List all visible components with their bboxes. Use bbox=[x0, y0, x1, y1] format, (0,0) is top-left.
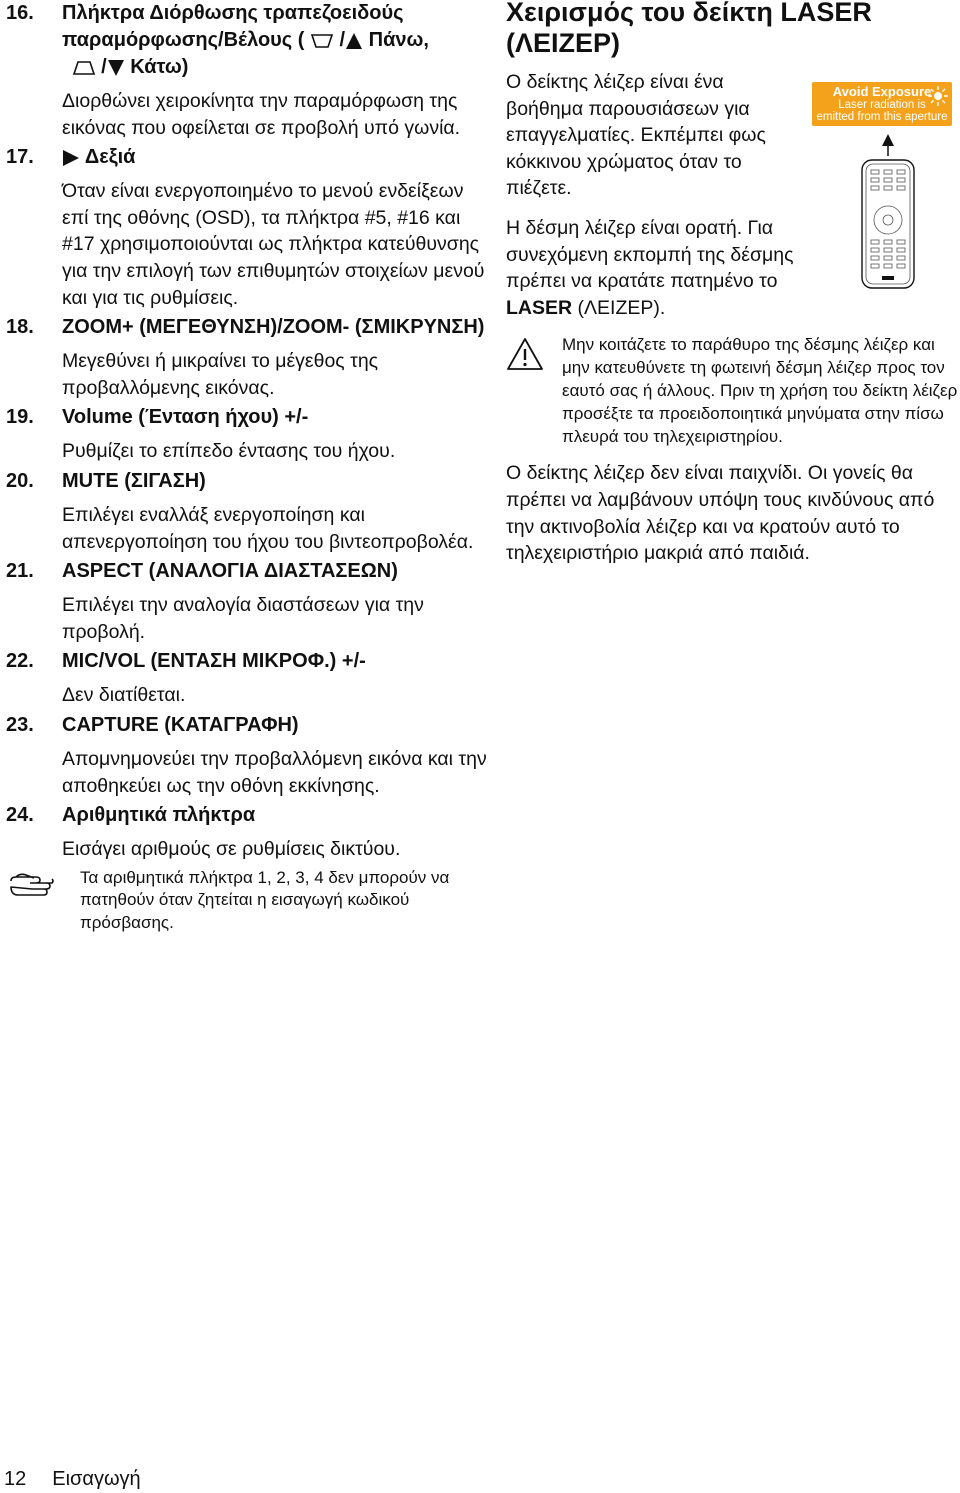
item-number: 16. bbox=[6, 2, 34, 24]
item-number: 17. bbox=[6, 146, 34, 169]
item-title: Πλήκτρα Διόρθωσης τραπεζοειδούς παραμόρφωσης/Βέλους ( / Πάνω, / Κάτω) bbox=[62, 2, 429, 78]
pointing-hand-icon bbox=[8, 869, 56, 899]
item-number: 24. bbox=[6, 804, 34, 827]
badge-line-1: Avoid Exposure bbox=[832, 84, 932, 99]
item-number: 23. bbox=[6, 713, 34, 736]
item-24 bbox=[0, 802, 495, 863]
item-21 bbox=[0, 558, 495, 645]
item-body: Απομνημονεύει την προβαλλόμενη εικόνα και την αποθηκεύει ως την οθόνη εκκίνησης. bbox=[62, 747, 487, 797]
note: Τα αριθμητικά πλήκτρα 1, 2, 3, 4 δεν μπορούν να πατηθούν όταν ζητείται η εισαγωγή κωδικού πρόσβασης. bbox=[0, 867, 495, 935]
item-body: Δεν διατίθεται. bbox=[62, 684, 186, 707]
item-16 bbox=[0, 0, 495, 141]
laser-warning: Μην κοιτάζετε το παράθυρο της δέσμης λέιζερ και μην κατευθύνετε τη φωτεινή δέσμη λέιζερ προς τον εαυτό σας ή άλλους. Πριν τη χρήση του δείκτη λέιζερ προσέξτε τα προειδοποιητικά μηνύματα στην πίσω πλευρά του τηλεχειριστηρίου. bbox=[506, 333, 960, 448]
item-number: 21. bbox=[6, 560, 34, 583]
item-title: CAPTURE (ΚΑΤΑΓΡΑΦΗ) bbox=[62, 713, 299, 736]
item-number: 22. bbox=[6, 650, 34, 673]
item-22 bbox=[0, 648, 495, 709]
badge-line-3: emitted from this aperture bbox=[816, 111, 948, 123]
badge-line-2: Laser radiation is bbox=[838, 99, 926, 111]
keystone-up-icon bbox=[310, 32, 334, 50]
paragraph-2: Η δέσμη λέιζερ είναι ορατή. Για συνεχόμενη εκπομπή της δέσμης πρέπει να κρατάτε πατημένο το LASER (ΛΕΙΖΕΡ). bbox=[506, 216, 794, 319]
avoid-exposure-label bbox=[812, 82, 952, 126]
item-body: Διορθώνει χειροκίνητα την παραμόρφωση της εικόνας που οφείλεται σε προβολή υπό γωνία. bbox=[62, 90, 461, 139]
item-body: Επιλέγει εναλλάξ ενεργοποίηση και απενεργοποίηση του ήχου του βιντεοπροβολέα. bbox=[62, 503, 474, 553]
item-title: ZOOM+ (ΜΕΓΕΘΥΝΣΗ)/ZOOM- (ΣΜΙΚΡΥΝΣΗ) bbox=[62, 316, 485, 339]
item-title: MUTE (ΣΙΓΑΣΗ) bbox=[62, 469, 206, 492]
triangle-right-icon bbox=[62, 149, 80, 167]
item-title: Αριθμητικά πλήκτρα bbox=[62, 804, 256, 827]
laser-starburst-icon bbox=[928, 86, 948, 106]
triangle-up-icon bbox=[345, 32, 363, 50]
item-body: Επιλέγει την αναλογία διαστάσεων για την προβολή. bbox=[62, 594, 424, 643]
item-number: 18. bbox=[6, 316, 34, 339]
item-title: Δεξιά bbox=[62, 144, 495, 171]
page-footer bbox=[4, 1466, 167, 1492]
section-name: Εισαγωγή bbox=[52, 1468, 141, 1490]
item-body: Μεγεθύνει ή μικραίνει το μέγεθος της προβαλλόμενης εικόνας. bbox=[62, 350, 379, 399]
item-title: MIC/VOL (ΕΝΤΑΣΗ ΜΙΚΡΟΦ.) +/- bbox=[62, 650, 366, 673]
item-body: Ρυθμίζει το επίπεδο έντασης του ήχου. bbox=[62, 440, 396, 463]
section-title: Χειρισμός του δείκτη LASER (ΛΕΙΖΕΡ) bbox=[506, 0, 872, 58]
item-18 bbox=[0, 314, 495, 401]
item-number: 19. bbox=[6, 406, 34, 429]
item-19 bbox=[0, 404, 495, 465]
item-body: Όταν είναι ενεργοποιημένο το μενού ενδείξεων επί της οθόνης (OSD), τα πλήκτρα #5, #16 και #17 χρησιμοποιούνται ως πλήκτρα κατεύθυνσης για την επιλογή των επιθυμητών στοιχείων μενού και για τις ρυθμίσεις. bbox=[62, 180, 485, 309]
warning-icon bbox=[506, 337, 544, 371]
remote-control-illustration bbox=[856, 132, 920, 292]
left-column bbox=[0, 0, 495, 934]
item-17 bbox=[0, 144, 495, 311]
item-title: Volume (Ένταση ήχου) +/- bbox=[62, 406, 309, 429]
keystone-down-icon bbox=[72, 59, 96, 77]
item-20 bbox=[0, 468, 495, 555]
item-body: Εισάγει αριθμούς σε ρυθμίσεις δικτύου. bbox=[62, 838, 401, 861]
item-title: ASPECT (ΑΝΑΛΟΓΙΑ ΔΙΑΣΤΑΣΕΩΝ) bbox=[62, 560, 398, 583]
paragraph-3: Ο δείκτης λέιζερ δεν είναι παιχνίδι. Οι γονείς θα πρέπει να λαμβάνουν υπόψη τους κινδύνους από την ακτινοβολία λέιζερ και να κρατούν αυτό το τηλεχειριστήριο μακριά από παιδιά. bbox=[506, 462, 935, 565]
item-number: 20. bbox=[6, 469, 34, 492]
triangle-down-icon bbox=[107, 59, 125, 77]
page-number: 12 bbox=[4, 1468, 27, 1490]
item-23 bbox=[0, 712, 495, 799]
paragraph-1: Ο δείκτης λέιζερ είναι ένα βοήθημα παρουσιάσεων για επαγγελματίες. Εκπέμπει φως κόκκινου χρώματος όταν το πιέζετε. bbox=[506, 71, 766, 200]
